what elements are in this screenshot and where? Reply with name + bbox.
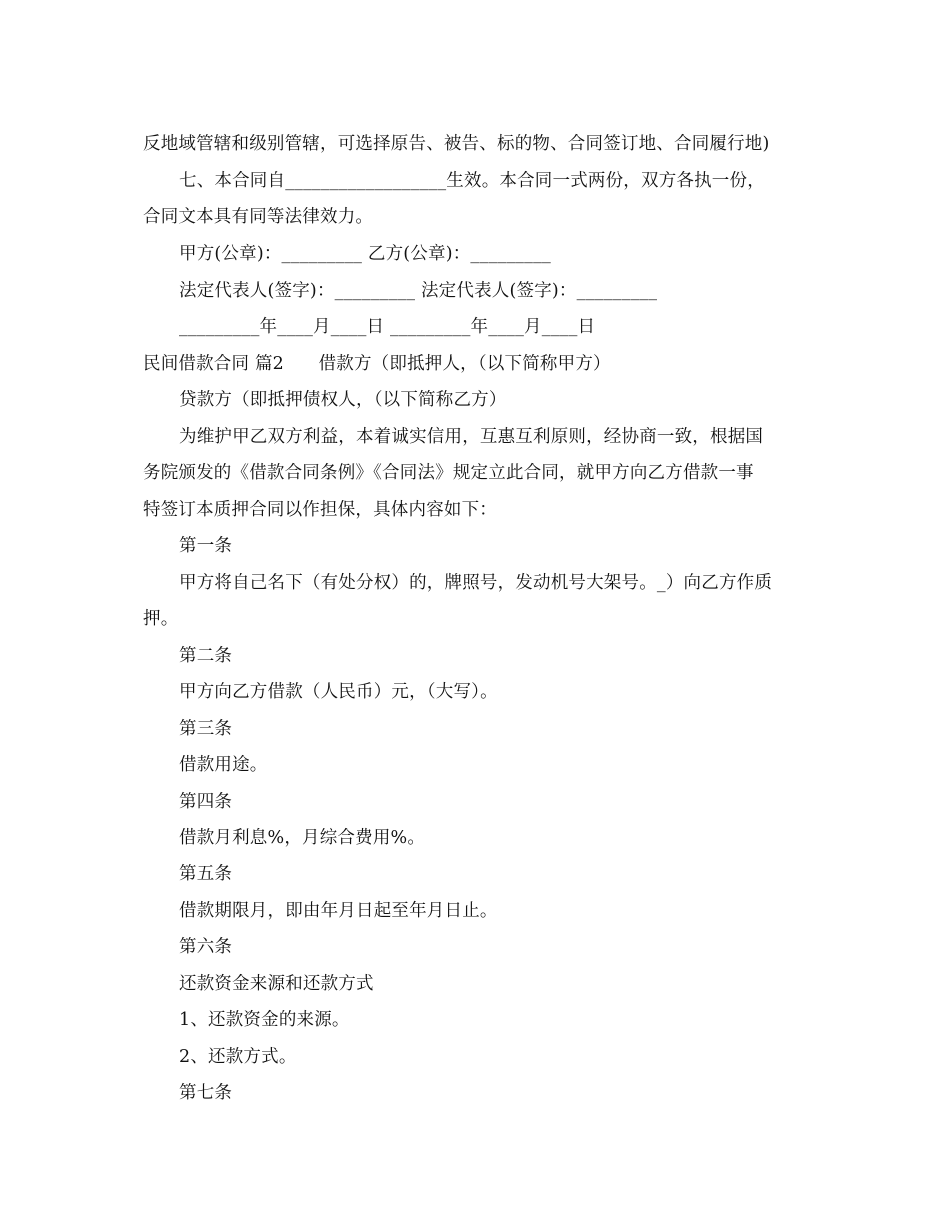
text-line-purpose-3: 特签订本质押合同以作担保，具体内容如下：	[143, 500, 497, 520]
article-heading-6: 第六条	[179, 937, 233, 957]
text-line-article-1-a: 甲方将自己名下（有处分权）的，牌照号，发动机号大架号。_）向乙方作质	[179, 573, 773, 593]
text-line-repayment-source: 1、还款资金的来源。	[179, 1010, 350, 1030]
text-line-jurisdiction: 反地域管辖和级别管辖，可选择原告、被告、标的物、合同签订地、合同履行地)	[143, 134, 770, 154]
text-line-purpose-1: 为维护甲乙双方利益，本着诚实信用，互惠互利原则，经协商一致，根据国	[179, 427, 764, 447]
text-line-article-3: 借款用途。	[179, 755, 268, 775]
text-line-article-4: 借款月利息%，月综合费用%。	[179, 828, 426, 848]
text-line-legal-rep-signatures: 法定代表人(签字)：_________ 法定代表人(签字)：_________	[179, 281, 658, 301]
text-line-equal-effect: 合同文本具有同等法律效力。	[143, 207, 374, 227]
text-line-clause-seven: 七、本合同自__________________生效。本合同一式两份，双方各执一份，	[179, 171, 765, 191]
text-line-dates: _________年____月____日 _________年____月____日	[179, 317, 596, 337]
article-heading-5: 第五条	[179, 864, 233, 884]
text-line-repayment-method: 2、还款方式。	[179, 1047, 297, 1067]
article-heading-1: 第一条	[179, 536, 233, 556]
text-line-article-1-b: 押。	[143, 609, 179, 629]
text-line-purpose-2: 务院颁发的《借款合同条例》《合同法》规定立此合同，就甲方向乙方借款一事	[143, 463, 754, 483]
text-line-article-6: 还款资金来源和还款方式	[179, 974, 374, 994]
article-heading-4: 第四条	[179, 792, 233, 812]
text-line-lender: 贷款方（即抵押债权人，（以下简称乙方）	[179, 390, 507, 410]
section-heading-contract-2: 民间借款合同 篇2 借款方（即抵押人，（以下简称甲方）	[143, 354, 611, 374]
text-line-seals: 甲方(公章)：_________ 乙方(公章)：_________	[179, 244, 551, 264]
article-heading-2: 第二条	[179, 646, 233, 666]
text-line-article-5: 借款期限月，即由年月日起至年月日止。	[179, 901, 498, 921]
article-heading-7: 第七条	[179, 1083, 233, 1103]
article-heading-3: 第三条	[179, 719, 233, 739]
text-line-article-2: 甲方向乙方借款（人民币）元，（大写）。	[179, 682, 498, 702]
